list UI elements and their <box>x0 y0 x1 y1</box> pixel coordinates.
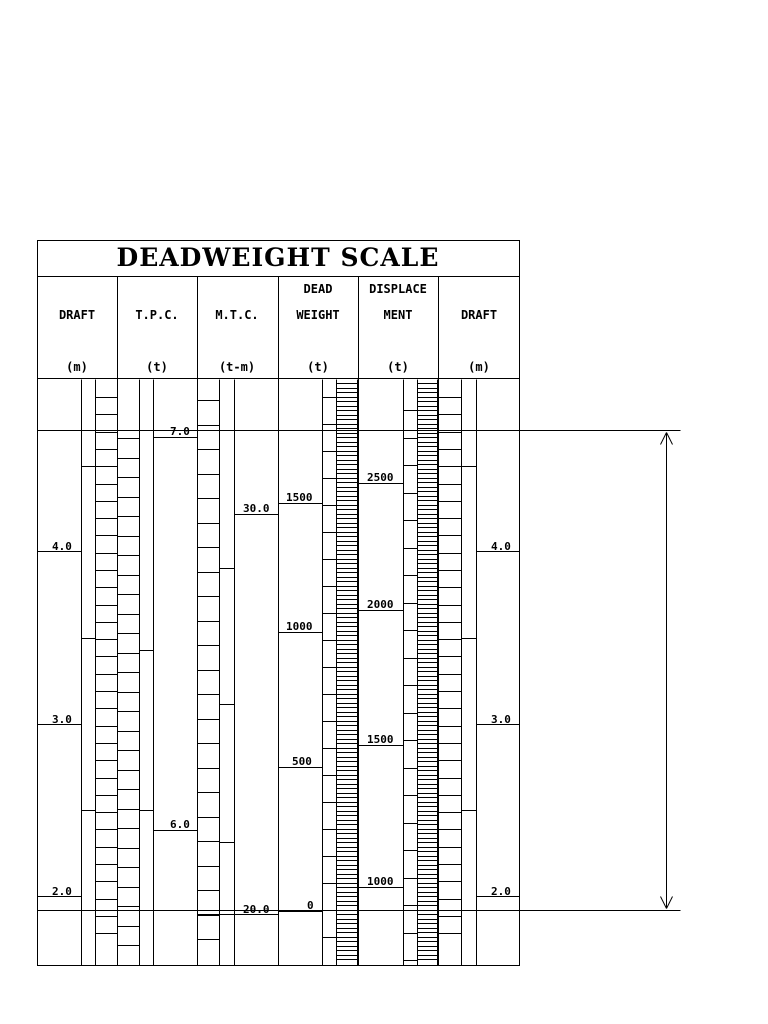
column-header-deadweight <box>296 282 339 374</box>
scale-title: DEADWEIGHT SCALE <box>116 243 440 272</box>
deadweight-label: 1000 <box>286 620 313 633</box>
deadweight-label: 500 <box>292 755 312 768</box>
draft-left-label: 2.0 <box>52 885 72 898</box>
displacement-label: 1000 <box>367 875 394 888</box>
deadweight-label: 1500 <box>286 491 313 504</box>
column-header-unit: (t-m) <box>218 360 256 374</box>
column-header-mtc <box>215 308 258 374</box>
column-header-draft-right <box>461 308 497 374</box>
column-header-displacement <box>369 282 427 374</box>
column-header-unit: (t) <box>307 360 329 374</box>
column-header-unit: (t) <box>146 360 168 374</box>
deadweight-label: 0 <box>307 899 314 912</box>
tpc-label: 6.0 <box>170 818 190 831</box>
tpc-label: 7.0 <box>170 425 190 438</box>
mtc-label: 30.0 <box>243 502 270 515</box>
dimension-arrow-head <box>667 433 673 445</box>
column-header-unit: (m) <box>66 360 88 374</box>
column-header-label: MENT <box>383 308 413 322</box>
column-header-label: T.P.C. <box>135 308 179 322</box>
column-header-label: DRAFT <box>58 308 96 322</box>
column-header-unit: (m) <box>468 360 490 374</box>
column-header-label: M.T.C. <box>215 308 259 322</box>
scale-frame <box>38 241 520 966</box>
dimension-arrow-head <box>661 433 667 445</box>
column-header-label: WEIGHT <box>296 308 340 322</box>
dimension-arrow-head <box>661 897 667 909</box>
draft-right-label: 4.0 <box>491 540 511 553</box>
column-header-draft-left <box>59 308 95 374</box>
displacement-label: 1500 <box>367 733 394 746</box>
mtc-label: 20.0 <box>243 903 270 916</box>
column-header-tpc <box>135 308 178 374</box>
column-header-label: DISPLACE <box>369 282 427 296</box>
draft-right-label: 2.0 <box>491 885 511 898</box>
column-header-label: DRAFT <box>460 308 498 322</box>
draft-left-label: 3.0 <box>52 713 72 726</box>
draft-left-label: 4.0 <box>52 540 72 553</box>
draft-right-label: 3.0 <box>491 713 511 726</box>
dimension-arrow-head <box>667 897 673 909</box>
displacement-label: 2500 <box>367 471 394 484</box>
column-header-label: DEAD <box>303 282 333 296</box>
column-header-unit: (t) <box>387 360 409 374</box>
displacement-label: 2000 <box>367 598 394 611</box>
